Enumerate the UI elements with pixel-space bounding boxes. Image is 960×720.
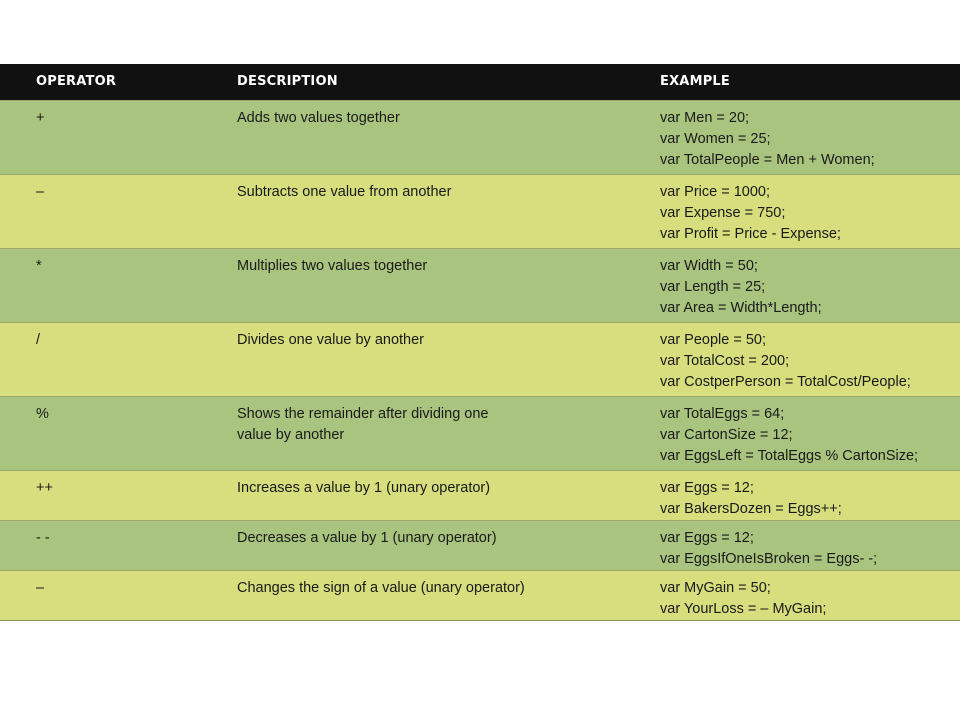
table-row [0,470,960,520]
example-line: var CostperPerson = TotalCost/People; [660,374,911,390]
example-line: var Eggs = 12; [660,530,754,546]
example-line: var CartonSize = 12; [660,427,793,443]
description-cell: Adds two values together [237,110,400,126]
example-cell [660,108,875,171]
example-line: var Length = 25; [660,279,766,295]
description-cell: Divides one value by another [237,332,425,348]
example-line: var TotalPeople = Men + Women; [660,152,875,168]
example-cell [660,404,918,467]
table-row [0,322,960,396]
example-line: var EggsIfOneIsBroken = Eggs- -; [660,551,878,567]
operator-cell: % [36,406,49,422]
table-header [0,64,960,100]
operator-cell: ++ [36,480,53,496]
example-line: var EggsLeft = TotalEggs % CartonSize; [660,448,919,464]
example-line: var Eggs = 12; [660,480,754,496]
example-line: var Men = 20; [660,110,750,126]
example-line: var TotalCost = 200; [660,353,790,369]
operator-cell: - - [36,530,50,546]
operator-cell: * [36,258,42,274]
description-cell: Subtracts one value from another [237,184,452,200]
operator-cell: – [36,184,45,200]
table-row [0,100,960,174]
operators-table [0,64,960,621]
table-row [0,248,960,322]
description-cell: Changes the sign of a value (unary operator) [237,580,525,596]
description-cell: Shows the remainder after dividing one value by another [237,406,489,443]
operator-cell: / [36,332,41,348]
example-cell [660,528,877,570]
example-line: var Area = Width*Length; [660,300,822,316]
example-cell [660,256,822,319]
example-line: var Price = 1000; [660,184,771,200]
example-cell [660,578,826,620]
description-cell: Increases a value by 1 (unary operator) [237,480,491,496]
example-cell [660,330,911,393]
example-line: var People = 50; [660,332,767,348]
example-line: var MyGain = 50; [660,580,771,596]
example-line: var TotalEggs = 64; [660,406,785,422]
header-example: EXAMPLE [660,74,730,89]
example-line: var Expense = 750; [660,205,786,221]
example-line: var BakersDozen = Eggs++; [660,501,842,517]
example-line: var Profit = Price - Expense; [660,226,841,242]
operator-cell: + [36,110,45,126]
table-row [0,174,960,248]
description-cell: Decreases a value by 1 (unary operator) [237,530,497,546]
example-line: var Width = 50; [660,258,758,274]
example-cell [660,478,842,520]
header-description: DESCRIPTION [237,74,338,89]
table-row [0,570,960,620]
table-row [0,396,960,470]
example-cell [660,182,841,245]
header-operator: OPERATOR [36,74,117,89]
example-line: var Women = 25; [660,131,771,147]
operator-cell: – [36,580,45,596]
table-row [0,520,960,570]
description-cell: Multiplies two values together [237,258,428,274]
example-line: var YourLoss = – MyGain; [660,601,827,617]
